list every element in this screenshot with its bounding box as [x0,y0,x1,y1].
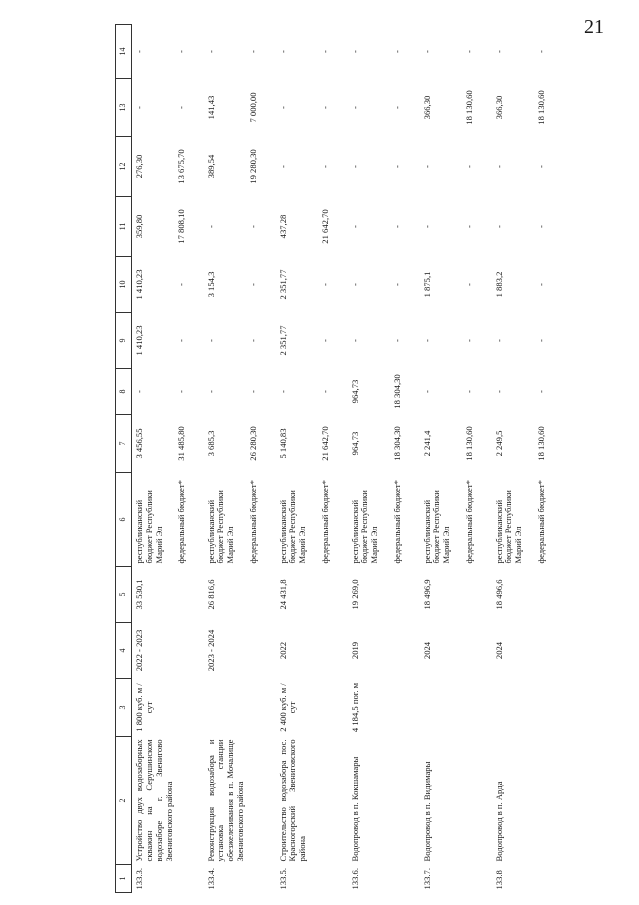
amount-c11: - [493,225,504,228]
amount-c8: - [247,390,258,393]
capacity: 2 400 куб. м / сут [277,683,298,732]
amount-c7: 2 241,4 [421,430,432,457]
column-number-10: 10 [116,257,132,313]
funding-source: федеральный бюджет* [175,480,186,564]
column-number-8: 8 [116,369,132,415]
amount-c9: - [319,339,330,342]
amount-c12: - [391,165,402,168]
amount-c12: 389,54 [205,154,216,179]
total-cost: 19 269,0 [349,579,360,610]
row-id: 133.5. [277,868,288,890]
project-name: Устройство двух водозаборных скважин на Серушинском водозаборе г. Звенигово Звениговского района [134,739,174,862]
amount-c11: - [247,225,258,228]
column-number-11: 11 [116,197,132,257]
amount-c8: - [421,390,432,393]
amount-c11: - [205,225,216,228]
amount-c9: 2 351,77 [277,325,288,356]
amount-c12: 276,30 [134,154,144,179]
page-number: 21 [584,16,604,38]
amount-c13: - [134,106,144,109]
amount-c10: 2 351,77 [277,269,288,300]
amount-c7: 3 456,55 [134,428,144,459]
amount-c9: - [421,339,432,342]
amount-c14: - [535,50,546,53]
period: 2024 [421,641,432,660]
amount-c14: - [175,50,186,53]
project-name: Водопровод в п. Кокшамары [349,756,360,862]
column-number-1: 1 [116,865,132,893]
amount-c8: - [493,390,504,393]
amount-c14: - [277,50,288,53]
amount-c14: - [421,50,432,53]
column-number-3: 3 [116,679,132,737]
amount-c11: - [391,225,402,228]
amount-c7: 31 485,80 [175,426,186,461]
funding-source: республиканский бюджет Республики Марий Эл [205,490,236,564]
amount-c13: - [319,106,330,109]
amount-c10: 1 875,1 [421,271,432,298]
amount-c11: 17 808,10 [175,209,186,244]
amount-c10: - [391,283,402,286]
amount-c7: 18 130,60 [463,426,474,461]
amount-c11: - [421,225,432,228]
amount-c7: 26 280,30 [247,426,258,461]
amount-c8: 18 304,30 [391,374,402,409]
amount-c12: - [493,165,504,168]
amount-c12: - [421,165,432,168]
amount-c13: - [277,106,288,109]
column-number-9: 9 [116,313,132,369]
amount-c9: - [391,339,402,342]
amount-c9: - [535,339,546,342]
capacity [492,679,564,737]
amount-c8: 964,73 [349,379,360,404]
rotated-table-container [115,25,570,893]
amount-c13: - [391,106,402,109]
amount-c10: - [463,283,474,286]
period: 2022 [277,641,288,660]
amount-c7: 18 304,30 [391,426,402,461]
budget-table [115,24,564,893]
amount-c11: 437,28 [277,214,288,239]
column-number-7: 7 [116,415,132,473]
table-row [420,25,462,893]
column-number-2: 2 [116,737,132,865]
amount-c11: 359,80 [134,214,144,239]
amount-c12: - [277,165,288,168]
funding-source: федеральный бюджет* [463,480,474,564]
amount-c10: - [535,283,546,286]
amount-c11: - [535,225,546,228]
amount-c10: 1 410,23 [134,269,144,300]
funding-source: федеральный бюджет* [319,480,330,564]
project-name: Водопровод в п. Видимары [421,761,432,862]
amount-c7: 3 685,3 [205,430,216,457]
amount-c12: 13 675,70 [175,149,186,184]
amount-c13: 366,30 [421,95,432,120]
funding-source: республиканский бюджет Республики Марий Эл [277,490,308,564]
amount-c9: - [493,339,504,342]
column-number-14: 14 [116,25,132,79]
capacity: 4 184,5 пог. м [349,682,360,733]
amount-c9: - [349,339,360,342]
table-body [116,25,564,893]
amount-c9: - [175,339,186,342]
row-id: 133.3. [134,868,144,890]
amount-c12: - [463,165,474,168]
project-name: Строительство водозабора пос. Красногорский Звениговского района [277,739,308,862]
period: 2023 - 2024 [205,629,216,672]
total-cost: 24 431,8 [277,579,288,610]
amount-c9: 1 410,23 [134,325,144,356]
amount-c13: 366,30 [493,95,504,120]
amount-c11: - [463,225,474,228]
row-id: 133.7. [421,868,432,890]
period: 2019 [349,641,360,660]
amount-c14: - [247,50,258,53]
column-number-row [116,25,132,893]
amount-c9: - [247,339,258,342]
amount-c10: - [349,283,360,286]
amount-c13: 18 130,60 [463,90,474,125]
amount-c13: 7 000,00 [247,92,258,123]
amount-c12: - [535,165,546,168]
capacity [204,679,276,737]
column-number-6: 6 [116,473,132,567]
funding-source: республиканский бюджет Республики Марий Эл [493,490,524,564]
amount-c7: 21 642,70 [319,426,330,461]
amount-c14: - [493,50,504,53]
table-row [348,25,390,893]
funding-source: федеральный бюджет* [535,480,546,564]
funding-source: республиканский бюджет Республики Марий Эл [421,490,452,564]
project-name: Реконструкция водозабора и установка станции обезжелезивания в п. Мочалище Звениговского района [205,739,246,862]
amount-c7: 5 140,83 [277,428,288,459]
table-row [132,25,174,893]
column-number-13: 13 [116,79,132,137]
amount-c8: - [463,390,474,393]
amount-c10: 1 883,2 [493,271,504,298]
amount-c9: - [463,339,474,342]
row-id: 133.6. [349,868,360,890]
column-number-4: 4 [116,623,132,679]
capacity [420,679,492,737]
amount-c7: 964,73 [349,431,360,456]
amount-c14: - [134,50,144,53]
amount-c14: - [391,50,402,53]
capacity: 1 800 куб. м / сут [134,683,154,732]
amount-c8: - [205,390,216,393]
amount-c13: 18 130,60 [535,90,546,125]
amount-c8: - [277,390,288,393]
table-row [492,25,534,893]
amount-c8: - [175,390,186,393]
amount-c8: - [319,390,330,393]
amount-c14: - [205,50,216,53]
funding-source: федеральный бюджет* [247,480,258,564]
total-cost: 26 816,6 [205,579,216,610]
column-number-12: 12 [116,137,132,197]
amount-c14: - [463,50,474,53]
amount-c8: - [134,390,144,393]
amount-c9: - [205,339,216,342]
amount-c10: - [319,283,330,286]
amount-c10: - [247,283,258,286]
row-id: 133.4. [205,868,216,890]
amount-c12: - [349,165,360,168]
period: 2024 [493,641,504,660]
row-id: 133.8 [493,870,504,890]
amount-c13: - [349,106,360,109]
amount-c10: - [175,283,186,286]
total-cost: 33 530,1 [134,579,144,610]
column-number-5: 5 [116,567,132,623]
total-cost: 18 496,6 [493,579,504,610]
period: 2022 - 2023 [134,629,144,672]
project-name: Водопровод в п. Арда [493,781,504,862]
amount-c12: 19 280,30 [247,149,258,184]
amount-c13: - [175,106,186,109]
amount-c10: 3 154,3 [205,271,216,298]
amount-c11: 21 642,70 [319,209,330,244]
funding-source: республиканский бюджет Республики Марий Эл [349,490,380,564]
amount-c12: - [319,165,330,168]
total-cost: 18 496,9 [421,579,432,610]
amount-c7: 18 130,60 [535,426,546,461]
amount-c14: - [349,50,360,53]
amount-c13: 141,43 [205,95,216,120]
amount-c7: 2 249,5 [493,430,504,457]
table-row [204,25,246,893]
amount-c14: - [319,50,330,53]
funding-source: федеральный бюджет* [391,480,402,564]
funding-source: республиканский бюджет Республики Марий Эл [134,490,164,564]
table-row [276,25,318,893]
amount-c11: - [349,225,360,228]
amount-c8: - [535,390,546,393]
